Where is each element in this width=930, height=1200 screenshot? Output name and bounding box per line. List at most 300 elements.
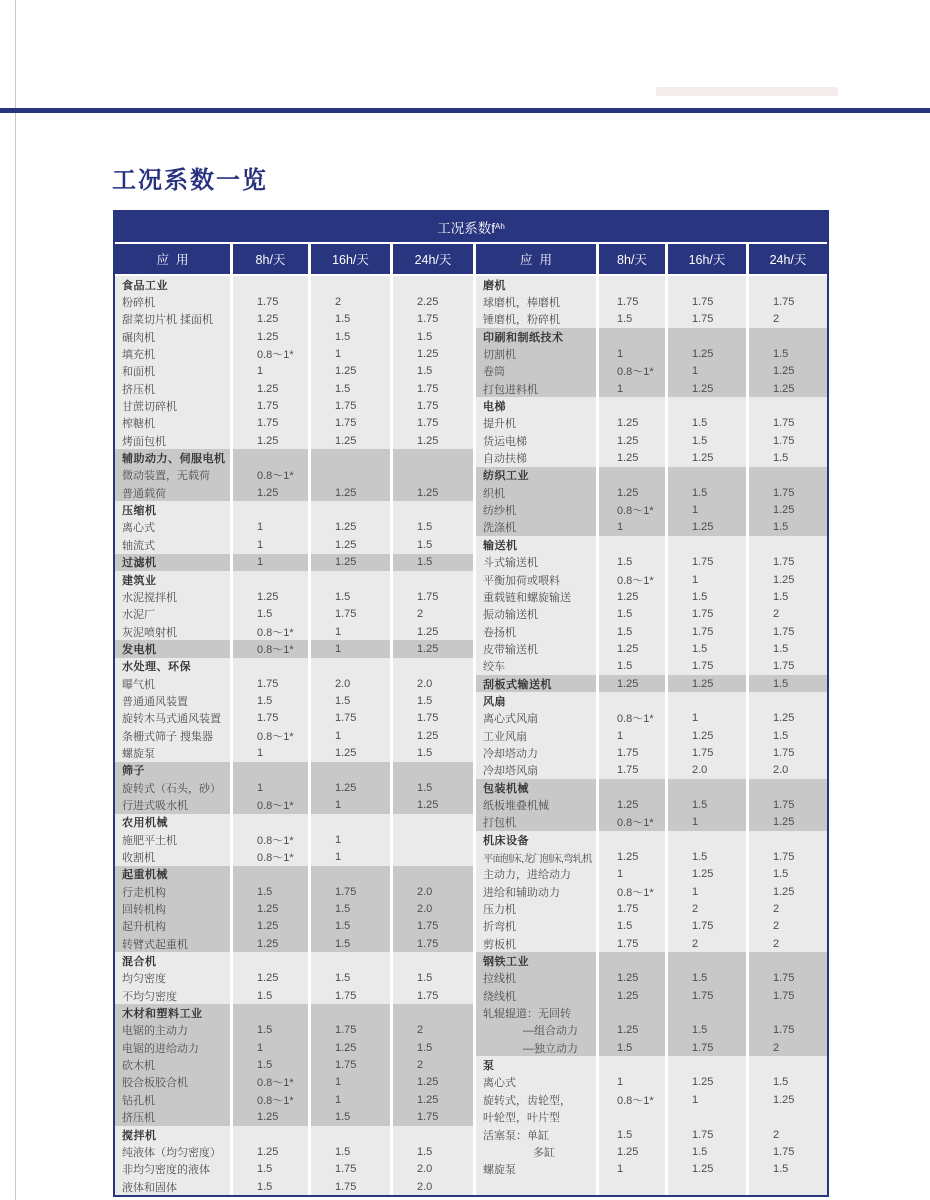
empty-filler-row: [473, 1178, 827, 1195]
factor-value: [596, 328, 665, 345]
factor-value: [596, 536, 665, 553]
table-row: [473, 1126, 827, 1143]
factor-value: 1.5: [390, 970, 473, 987]
factor-value: 1.5: [230, 987, 308, 1004]
factor-value: 1.25: [230, 380, 308, 397]
faint-watermark: [656, 87, 838, 96]
factor-value: 1: [665, 883, 746, 900]
factor-value: [230, 814, 308, 831]
factor-value: [596, 831, 665, 848]
factor-value: 2: [308, 293, 390, 310]
factor-value: 1.5: [596, 606, 665, 623]
table-row: [115, 970, 473, 987]
table-row: [473, 796, 827, 813]
factor-value: [665, 1056, 746, 1073]
table-row: [473, 380, 827, 397]
factor-value: 0.8～1*: [596, 814, 665, 831]
factor-value: [308, 762, 390, 779]
factor-value: [665, 276, 746, 293]
section-header-row: [115, 276, 473, 293]
application-label: 活塞泵：单缸: [473, 1126, 596, 1143]
factor-value: [746, 536, 827, 553]
table-row: [115, 900, 473, 917]
factor-value: 1.5: [308, 900, 390, 917]
factor-value: 1.75: [746, 432, 827, 449]
factor-value: 1.75: [390, 397, 473, 414]
factor-value: 2: [746, 311, 827, 328]
factor-value: 1.5: [665, 484, 746, 501]
factor-value: 1.75: [390, 415, 473, 432]
application-label: 水处理、环保: [115, 658, 230, 675]
factor-value: 1.25: [230, 588, 308, 605]
factor-value: 1.25: [230, 1143, 308, 1160]
application-label: 施肥平土机: [115, 831, 230, 848]
factor-value: 1.25: [596, 1143, 665, 1160]
factor-value: 1.5: [746, 345, 827, 362]
table-row: [473, 1039, 827, 1056]
factor-value: 1: [308, 345, 390, 362]
factor-value: 1.75: [596, 744, 665, 761]
factor-value: 1.5: [596, 311, 665, 328]
factor-value: 1.25: [746, 814, 827, 831]
factor-value: 1.25: [746, 883, 827, 900]
factor-value: 1.25: [665, 345, 746, 362]
factor-value: [390, 1126, 473, 1143]
application-label: 水泥厂: [115, 606, 230, 623]
table-row: [115, 588, 473, 605]
application-label: 轧辊辊道：无回转: [473, 1004, 596, 1021]
factor-value: 2: [746, 918, 827, 935]
application-label: 锤磨机，粉碎机: [473, 311, 596, 328]
application-label: 收割机: [115, 848, 230, 865]
application-label: 螺旋泵: [473, 1161, 596, 1178]
page-title: 工况系数一览: [112, 167, 268, 194]
application-label: 纯液体（均匀密度）: [115, 1143, 230, 1160]
factor-value: 2.0: [308, 675, 390, 692]
application-label: 电梯: [473, 397, 596, 414]
application-label: 筛子: [115, 762, 230, 779]
factor-value: 0.8～1*: [596, 363, 665, 380]
factor-value: 1.25: [665, 380, 746, 397]
factor-value: 1.75: [308, 606, 390, 623]
factor-value: [665, 328, 746, 345]
factor-value: 1: [230, 1039, 308, 1056]
factor-value: 1.25: [390, 432, 473, 449]
table-row: [115, 779, 473, 796]
application-label: 水泥搅拌机: [115, 588, 230, 605]
factor-value: 1: [596, 1161, 665, 1178]
application-label: 打包进料机: [473, 380, 596, 397]
factor-value: [308, 1126, 390, 1143]
application-label: 包装机械: [473, 779, 596, 796]
factor-value: 1.75: [308, 397, 390, 414]
factor-value: 1.75: [230, 710, 308, 727]
factor-value: 1: [596, 345, 665, 362]
factor-value: [390, 952, 473, 969]
factor-value: 1.25: [596, 970, 665, 987]
application-label: 胶合板胶合机: [115, 1074, 230, 1091]
factor-value: [390, 449, 473, 466]
factor-value: 1.75: [390, 918, 473, 935]
factor-value: 1: [596, 380, 665, 397]
factor-value: 0.8～1*: [230, 640, 308, 657]
factor-value: [596, 467, 665, 484]
factor-value: 1: [230, 536, 308, 553]
factor-value: 1.5: [308, 935, 390, 952]
factor-value: 1.25: [596, 415, 665, 432]
factor-value: 2: [746, 606, 827, 623]
application-label: —组合动力: [473, 1022, 596, 1039]
column-header-24h-right: 24h/天: [746, 244, 827, 274]
factor-value: 2.0: [390, 675, 473, 692]
application-label: 轴流式: [115, 536, 230, 553]
application-label: 平面刨床,龙门刨床,弯轧机: [473, 848, 596, 865]
table-row: [115, 692, 473, 709]
table-row: [473, 762, 827, 779]
application-label: 绕线机: [473, 987, 596, 1004]
factor-value: 1: [596, 519, 665, 536]
factor-value: 1.5: [665, 1143, 746, 1160]
table-row: [473, 484, 827, 501]
factor-value: 1.25: [308, 779, 390, 796]
application-label: 起升机构: [115, 918, 230, 935]
column-header-16h-left: 16h/天: [308, 244, 390, 274]
table-row: [473, 345, 827, 362]
factor-value: 1.75: [596, 935, 665, 952]
application-label: 食品工业: [115, 276, 230, 293]
factor-value: 1.25: [665, 866, 746, 883]
section-header-row: [115, 1004, 473, 1021]
factor-value: 1.5: [390, 744, 473, 761]
application-label: 混合机: [115, 952, 230, 969]
application-label: 折弯机: [473, 918, 596, 935]
factor-value: 1.5: [390, 1039, 473, 1056]
table-body: [115, 276, 827, 1195]
factor-value: 1.25: [308, 744, 390, 761]
application-label: 输送机: [473, 536, 596, 553]
factor-value: 1.5: [746, 449, 827, 466]
factor-value: [390, 762, 473, 779]
application-label: 曝气机: [115, 675, 230, 692]
factor-value: 1: [308, 727, 390, 744]
factor-value: 1.5: [390, 692, 473, 709]
factor-value: [596, 952, 665, 969]
factor-value: 1.5: [746, 675, 827, 692]
table-row: [115, 796, 473, 813]
factor-value: [390, 571, 473, 588]
factor-value: 1.25: [665, 1074, 746, 1091]
factor-value: 1.25: [665, 519, 746, 536]
factor-value: 1.75: [230, 397, 308, 414]
factor-value: 1.25: [665, 727, 746, 744]
factor-value: 1.25: [665, 675, 746, 692]
table-row: [473, 554, 827, 571]
application-label: 织机: [473, 484, 596, 501]
table-row: [473, 588, 827, 605]
factor-value: 1.5: [596, 1126, 665, 1143]
factor-value: 1: [665, 571, 746, 588]
application-label: 自动扶梯: [473, 449, 596, 466]
table-row: [473, 900, 827, 917]
application-label: 旋转式（石头，砂）: [115, 779, 230, 796]
application-label: 主动力，进给动力: [473, 866, 596, 883]
factor-value: 2: [665, 935, 746, 952]
factor-value: [665, 1109, 746, 1126]
factor-value: 1.75: [746, 1143, 827, 1160]
factor-value: [308, 658, 390, 675]
application-label: 普通通风装置: [115, 692, 230, 709]
table-row: [115, 606, 473, 623]
section-header-row: [115, 571, 473, 588]
application-label: 纸板堆叠机械: [473, 796, 596, 813]
factor-value: 1.75: [230, 415, 308, 432]
factor-value: [665, 952, 746, 969]
application-label: 旋转式，齿轮型，: [473, 1091, 596, 1108]
table-row: [473, 519, 827, 536]
factor-value: [596, 1109, 665, 1126]
factor-value: [746, 328, 827, 345]
factor-value: 1.75: [746, 658, 827, 675]
factor-value: 1.75: [230, 675, 308, 692]
factor-value: 1.75: [746, 744, 827, 761]
factor-value: 1.5: [746, 640, 827, 657]
table-row: [115, 293, 473, 310]
application-label: 压缩机: [115, 501, 230, 518]
factor-value: 1.5: [665, 848, 746, 865]
factor-value: 1.5: [390, 536, 473, 553]
factor-value: 1.25: [596, 675, 665, 692]
section-header-row: [473, 276, 827, 293]
table-row: [115, 519, 473, 536]
factor-value: 1.75: [746, 554, 827, 571]
table-row: [115, 345, 473, 362]
factor-value: 1.5: [596, 623, 665, 640]
application-label: 灰泥喷射机: [115, 623, 230, 640]
factor-value: 1.5: [665, 1022, 746, 1039]
table-row: [473, 1143, 827, 1160]
factor-value: 1.5: [596, 1039, 665, 1056]
factor-value: [596, 1056, 665, 1073]
factor-value: 1.5: [308, 328, 390, 345]
factor-value: 0.8～1*: [230, 623, 308, 640]
table-row: [473, 1161, 827, 1178]
factor-value: 1.75: [665, 744, 746, 761]
table-row: [473, 1109, 827, 1126]
section-header-row: [115, 640, 473, 657]
application-label: 离心式风扇: [473, 710, 596, 727]
factor-value: 1.25: [596, 987, 665, 1004]
factor-value: 1.5: [390, 363, 473, 380]
column-header-16h-right: 16h/天: [665, 244, 746, 274]
factor-value: [308, 571, 390, 588]
factor-value: 1.5: [390, 328, 473, 345]
factor-value: [746, 952, 827, 969]
factor-value: 1.75: [308, 1056, 390, 1073]
factor-value: 0.8～1*: [596, 883, 665, 900]
factor-value: 1.5: [746, 588, 827, 605]
factor-value: 2: [746, 1126, 827, 1143]
factor-value: 1.25: [230, 935, 308, 952]
factor-value: 1.5: [308, 692, 390, 709]
factor-value: 1.5: [308, 1143, 390, 1160]
factor-value: 1.25: [308, 432, 390, 449]
factor-value: 0.8～1*: [596, 710, 665, 727]
factor-value: 1.75: [665, 987, 746, 1004]
application-label: 甜菜切片机 揉面机: [115, 311, 230, 328]
application-label: 普通载荷: [115, 484, 230, 501]
factor-value: 1.75: [308, 1178, 390, 1195]
table-row: [473, 293, 827, 310]
factor-value: 1.5: [230, 1056, 308, 1073]
table-row: [473, 311, 827, 328]
application-label: 电锯的主动力: [115, 1022, 230, 1039]
duty-factor-table: [113, 210, 829, 1197]
factor-value: 1.75: [390, 588, 473, 605]
application-label: 卷筒: [473, 363, 596, 380]
application-label: 洗涤机: [473, 519, 596, 536]
application-label: 斗式输送机: [473, 554, 596, 571]
factor-value: [390, 467, 473, 484]
factor-value: [230, 1004, 308, 1021]
factor-value: 1.75: [665, 623, 746, 640]
application-label: 纺织工业: [473, 467, 596, 484]
factor-value: 1.75: [665, 658, 746, 675]
factor-value: 1.25: [308, 1039, 390, 1056]
factor-value: 1.25: [308, 363, 390, 380]
factor-value: 2: [390, 1056, 473, 1073]
factor-value: 1.5: [390, 554, 473, 571]
application-label: 建筑业: [115, 571, 230, 588]
factor-value: 0.8～1*: [596, 1091, 665, 1108]
factor-value: 1.75: [596, 762, 665, 779]
section-header-row: [473, 779, 827, 796]
application-label: 挤压机: [115, 1109, 230, 1126]
table-row: [473, 1091, 827, 1108]
factor-value: 1.25: [746, 380, 827, 397]
section-header-row: [473, 328, 827, 345]
factor-value: 1.25: [665, 1161, 746, 1178]
factor-value: [308, 467, 390, 484]
factor-value: 1.5: [230, 692, 308, 709]
table-row: [115, 380, 473, 397]
table-row: [473, 727, 827, 744]
factor-value: 1.5: [746, 1074, 827, 1091]
application-label: 条栅式筛子 搜集器: [115, 727, 230, 744]
factor-value: 1.5: [665, 588, 746, 605]
application-label: 振动输送机: [473, 606, 596, 623]
table-title-bar: [115, 212, 827, 244]
factor-value: 1.75: [596, 293, 665, 310]
application-label: 电锯的进给动力: [115, 1039, 230, 1056]
application-label: 非均匀密度的液体: [115, 1161, 230, 1178]
table-title: 工况系数f: [437, 221, 495, 236]
factor-value: 1.5: [665, 415, 746, 432]
factor-value: 2: [390, 1022, 473, 1039]
table-row: [473, 449, 827, 466]
factor-value: 1.25: [390, 623, 473, 640]
factor-value: 1: [665, 710, 746, 727]
table-row: [115, 1109, 473, 1126]
table-row: [473, 415, 827, 432]
factor-value: 1.25: [230, 1109, 308, 1126]
factor-value: [230, 1126, 308, 1143]
factor-value: [746, 397, 827, 414]
factor-value: 2.0: [390, 883, 473, 900]
factor-value: [746, 467, 827, 484]
factor-value: 1.75: [746, 987, 827, 1004]
factor-value: 1.25: [230, 970, 308, 987]
application-label: 砍木机: [115, 1056, 230, 1073]
factor-value: 0.8～1*: [230, 831, 308, 848]
factor-value: 1.5: [230, 1178, 308, 1195]
application-label: 碾肉机: [115, 328, 230, 345]
factor-value: 1.5: [230, 883, 308, 900]
section-header-row: [115, 866, 473, 883]
application-label: 皮带输送机: [473, 640, 596, 657]
table-row: [473, 571, 827, 588]
table-row: [115, 935, 473, 952]
factor-value: 1.75: [746, 415, 827, 432]
factor-value: 0.8～1*: [596, 501, 665, 518]
factor-value: 1.25: [390, 796, 473, 813]
factor-value: 1.75: [746, 848, 827, 865]
factor-value: [308, 952, 390, 969]
factor-value: 1.25: [665, 449, 746, 466]
factor-value: 1.5: [746, 519, 827, 536]
factor-value: 1.25: [596, 588, 665, 605]
table-row: [115, 727, 473, 744]
factor-value: 0.8～1*: [596, 571, 665, 588]
factor-value: 1: [596, 866, 665, 883]
factor-value: 1.25: [308, 519, 390, 536]
factor-value: [390, 276, 473, 293]
table-row: [115, 1039, 473, 1056]
factor-value: 1.5: [390, 519, 473, 536]
factor-value: 1.5: [230, 606, 308, 623]
application-label: 货运电梯: [473, 432, 596, 449]
factor-value: 1: [665, 501, 746, 518]
factor-value: 1: [596, 1074, 665, 1091]
application-label: 辅助动力、伺服电机: [115, 449, 230, 466]
factor-value: 0.8～1*: [230, 727, 308, 744]
factor-value: 1.25: [230, 328, 308, 345]
application-label: 叶轮型，叶片型: [473, 1109, 596, 1126]
section-header-row: [115, 554, 473, 571]
application-label: 甘蔗切碎机: [115, 397, 230, 414]
factor-value: 1.75: [665, 606, 746, 623]
application-label: 打包机: [473, 814, 596, 831]
factor-value: 1.5: [665, 970, 746, 987]
table-row: [473, 848, 827, 865]
factor-value: 1: [230, 744, 308, 761]
application-label: 钢铁工业: [473, 952, 596, 969]
application-label: 粉碎机: [115, 293, 230, 310]
table-row: [473, 623, 827, 640]
table-row: [473, 710, 827, 727]
factor-value: 1.75: [746, 484, 827, 501]
factor-value: 1.25: [308, 536, 390, 553]
application-label: 平衡加荷或喂料: [473, 571, 596, 588]
factor-value: 0.8～1*: [230, 467, 308, 484]
empty-cell: [473, 1178, 596, 1195]
factor-value: 1.25: [390, 484, 473, 501]
factor-value: 1.25: [230, 432, 308, 449]
application-label: 行走机构: [115, 883, 230, 900]
factor-value: [230, 866, 308, 883]
factor-value: 1.25: [596, 640, 665, 657]
page-edge-guideline: [15, 0, 16, 1200]
factor-value: 1.5: [308, 1109, 390, 1126]
